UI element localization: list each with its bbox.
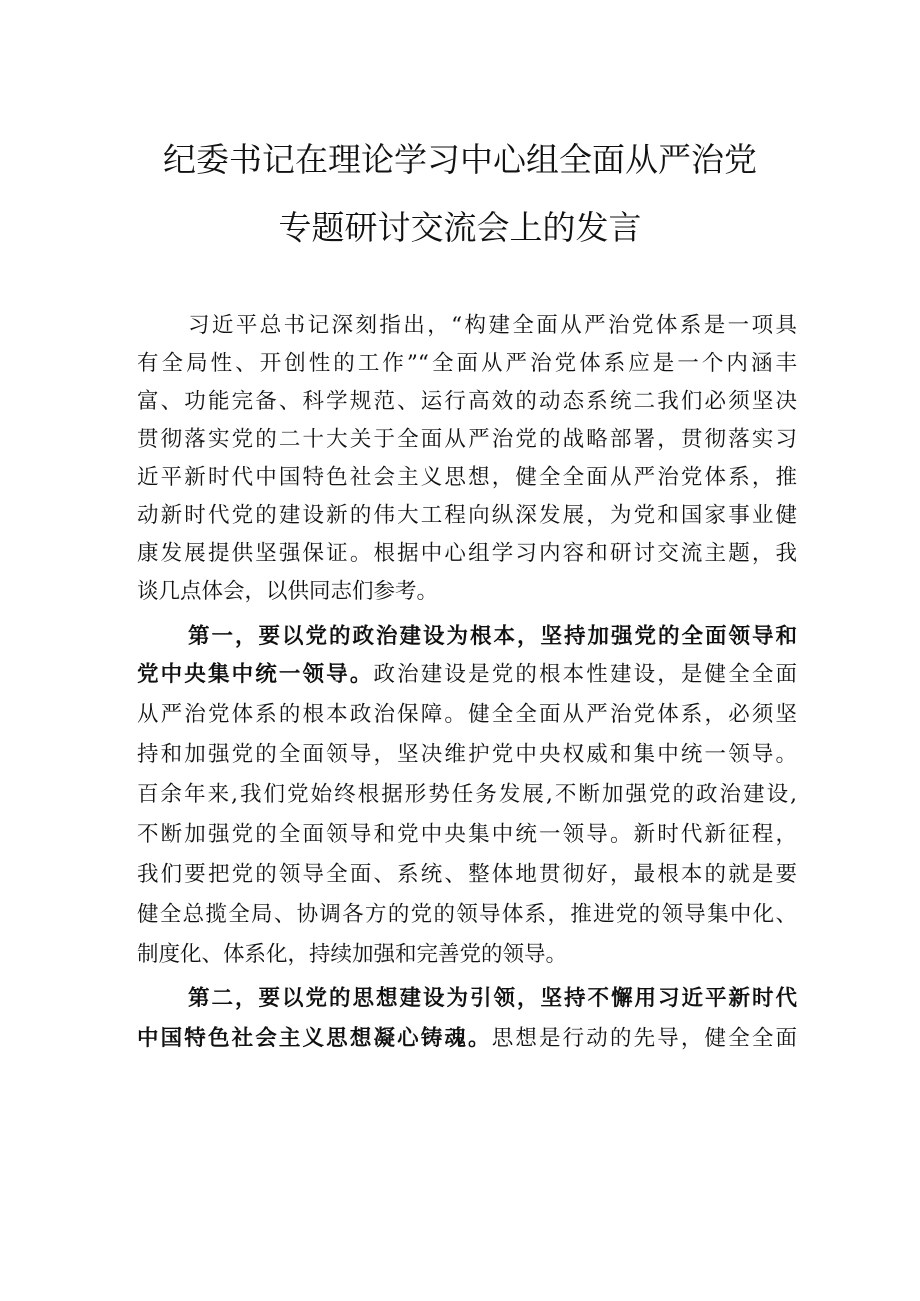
paragraph-3-line-2 xyxy=(137,1021,797,1057)
paragraph-1-line-5: 近平新时代中国特色社会主义思想，健全全面从严治党体系，推 xyxy=(137,465,797,490)
paragraph-2-heading-line-1: 第一，要以党的政治建设为根本，坚持加强党的全面领导和 xyxy=(188,624,797,649)
paragraph-1-line-6: 动新时代党的建设新的伟大工程向纵深发展，为党和国家事业健 xyxy=(137,503,797,528)
paragraph-1-line-2: 有全局性、开创性的工作”“全面从严治党体系应是一个内涵丰 xyxy=(137,351,797,376)
paragraph-1-line-3: 富、功能完备、科学规范、运行高效的动态系统二我们必须坚决 xyxy=(137,389,797,414)
document-title-line-2: 专题研讨交流会上的发言 xyxy=(278,208,642,247)
paragraph-2-line-6: 不断加强党的全面领导和党中央集中统一领导。新时代新征程， xyxy=(137,822,797,847)
paragraph-2-heading-line-2: 党中央集中统一领导。 xyxy=(137,662,374,687)
paragraph-1-line-8: 谈几点体会，以供同志们参考。 xyxy=(137,579,439,604)
paragraph-1-line-4: 贯彻落实党的二十大关于全面从严治党的战略部署，贯彻落实习 xyxy=(137,427,797,452)
paragraph-2-line-3: 从严治党体系的根本政治保障。健全全面从严治党体系，必须坚 xyxy=(137,702,797,727)
paragraph-2-line-4: 持和加强党的全面领导，坚决维护党中央权威和集中统一领导。 xyxy=(137,742,797,767)
paragraph-2-line-8: 健全总揽全局、协调各方的党的领导体系，推进党的领导集中化、 xyxy=(137,902,797,927)
paragraph-2-line-2 xyxy=(137,657,797,693)
paragraph-2-line-9: 制度化、体系化，持续加强和完善党的领导。 xyxy=(137,942,568,967)
document-title-line-1: 纪委书记在理论学习中心组全面从严治党 xyxy=(163,140,757,179)
paragraph-2-line-2-text: 政治建设是党的根本性建设，是健全全面 xyxy=(373,662,797,687)
paragraph-1-line-1: 习近平总书记深刻指出，“构建全面从严治党体系是一项具 xyxy=(188,313,797,338)
paragraph-2-line-5: 百余年来,我们党始终根据形势任务发展,不断加强党的政治建设, xyxy=(137,782,797,807)
paragraph-3-heading-line-2: 中国特色社会主义思想凝心铸魂。 xyxy=(137,1026,492,1051)
paragraph-3-line-2-text: 思想是行动的先导，健全全面 xyxy=(491,1026,797,1051)
paragraph-2-line-7: 我们要把党的领导全面、系统、整体地贯彻好，最根本的就是要 xyxy=(137,862,797,887)
paragraph-1-line-7: 康发展提供坚强保证。根据中心组学习内容和研讨交流主题，我 xyxy=(137,541,797,566)
paragraph-3-heading-line-1: 第二，要以党的思想建设为引领，坚持不懈用习近平新时代 xyxy=(188,986,797,1011)
